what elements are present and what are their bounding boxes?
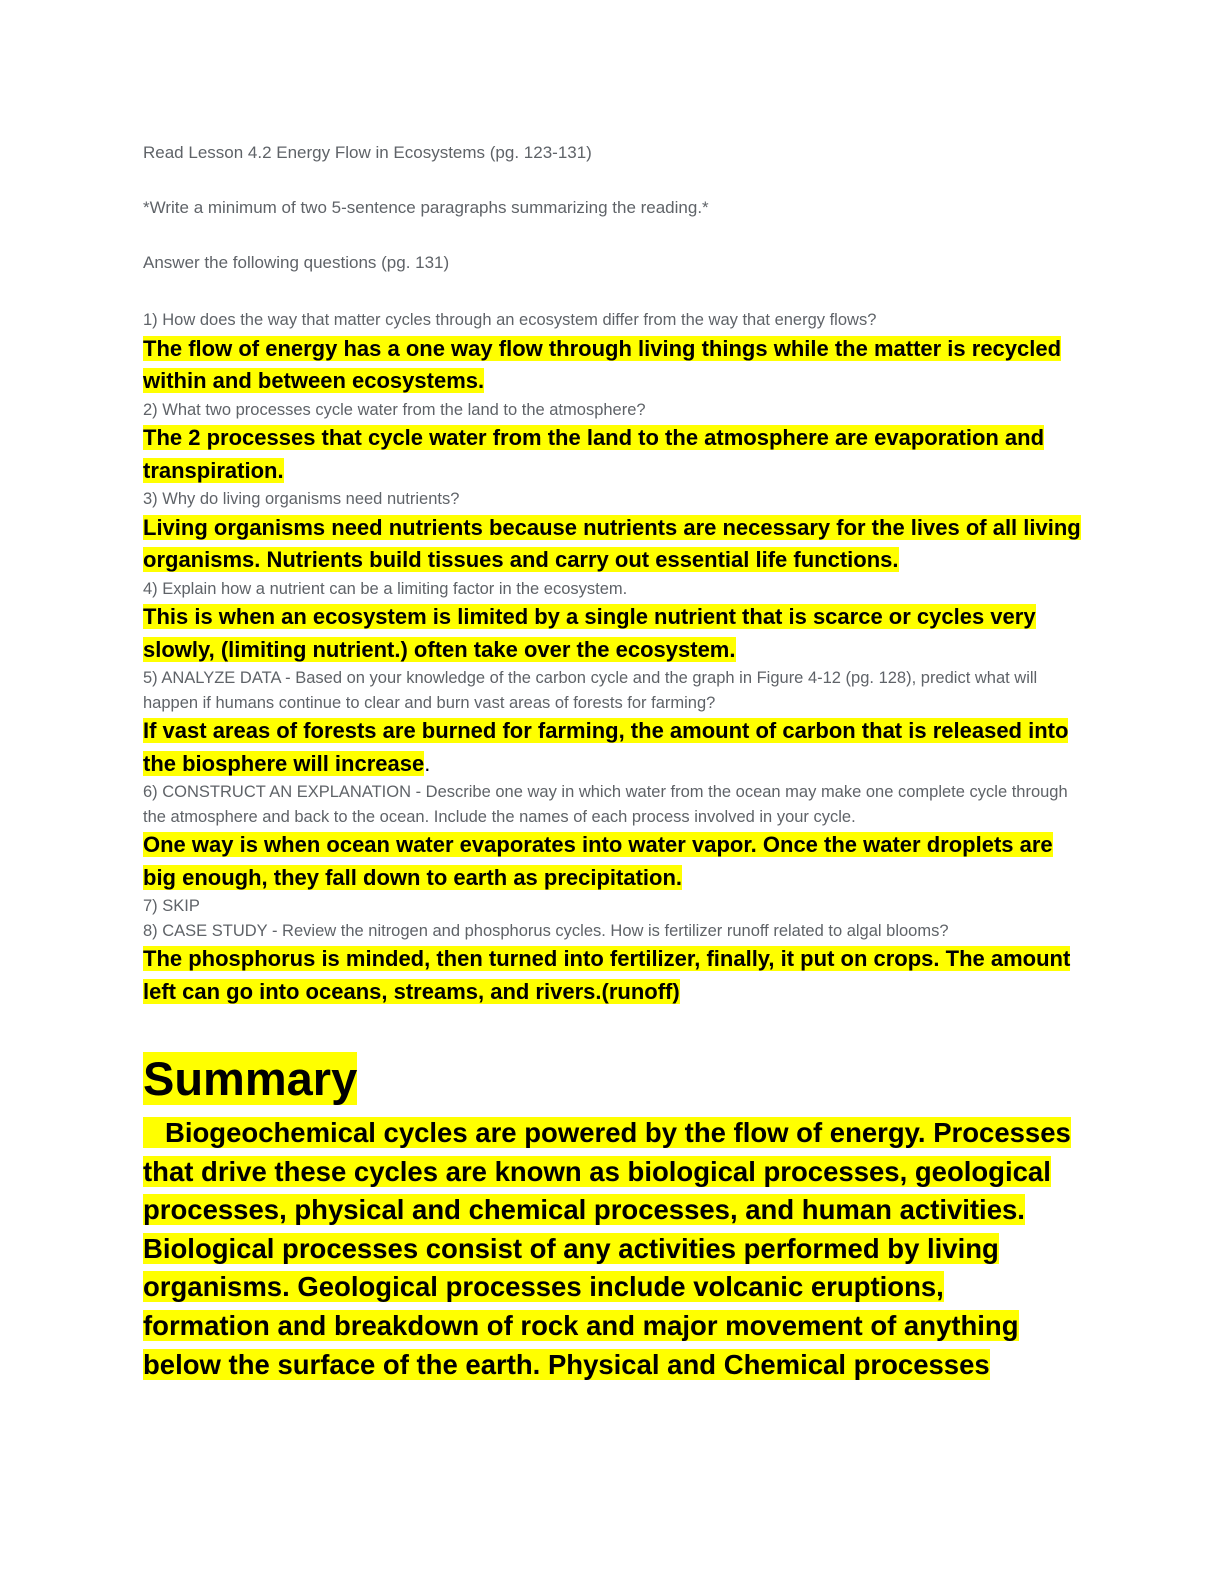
answer-2-text: The 2 processes that cycle water from the land to the atmosphere are evaporation and transpiration. (143, 425, 1045, 483)
summary-paragraph-text (143, 1117, 1071, 1380)
answer-3-text: Living organisms need nutrients because nutrients are necessary for the lives of all living organisms. Nutrients build tissues and carry out essential life functions. (143, 514, 1081, 572)
question-6: 6) CONSTRUCT AN EXPLANATION - Describe one way in which water from the ocean may make one complete cycle through the atmosphere and back to the ocean. Include the names of each process involved in your cycle. (143, 783, 1068, 826)
question-8: 8) CASE STUDY - Review the nitrogen and phosphorus cycles. How is fertilizer runoff related to algal blooms? (143, 921, 949, 940)
question-5: 5) ANALYZE DATA - Based on your knowledge of the carbon cycle and the graph in Figure 4-12 (pg. 128), predict what will happen if humans continue to clear and burn vast areas of forests for farming? (143, 669, 1038, 712)
answer-6 (143, 829, 1083, 894)
question-7: 7) SKIP (143, 897, 200, 915)
answer-4 (143, 601, 1083, 666)
question-3: 3) Why do living organisms need nutrients? (143, 490, 460, 508)
summary-body: Biogeochemical cycles are powered by the flow of energy. Processes that drive these cycles are known as biological processes, geological processes, physical and chemical processes, and human activities. Biological processes consist of any activities performed by living organisms. Geological processes include volcanic eruptions, formation and breakdown of rock and major movement of anything below the surface of the earth. Physical and Chemical processes (143, 1117, 1071, 1380)
summary-paragraph (143, 1114, 1078, 1384)
answer-8 (143, 943, 1083, 1008)
answer-5-period: . (424, 750, 431, 776)
answer-8-text: The phosphorus is minded, then turned into fertilizer, finally, it put on crops. The amount left can go into oceans, streams, and rivers.(runoff) (143, 946, 1071, 1004)
question-answer-list (143, 308, 1083, 1008)
answer-1-text: The flow of energy has a one way flow through living things while the matter is recycled within and between ecosystems. (143, 335, 1062, 393)
answer-6-text: One way is when ocean water evaporates into water vapor. Once the water droplets are big enough, they fall down to earth as precipitation. (143, 832, 1053, 890)
writing-instruction: *Write a minimum of two 5-sentence paragraphs summarizing the reading.* (143, 198, 709, 217)
answer-5-text: If vast areas of forests are burned for farming, the amount of carbon that is released into the biosphere will increase (143, 718, 1069, 776)
question-1: 1) How does the way that matter cycles through an ecosystem differ from the way that energy flows? (143, 311, 877, 329)
answer-3 (143, 512, 1083, 577)
summary-heading-text: Summary (143, 1052, 358, 1105)
reading-instruction: Read Lesson 4.2 Energy Flow in Ecosystems (pg. 123-131) (143, 143, 592, 162)
summary-heading (143, 1049, 357, 1109)
questions-instruction: Answer the following questions (pg. 131) (143, 253, 450, 272)
answer-5 (143, 715, 1083, 780)
answer-1 (143, 333, 1083, 398)
answer-2 (143, 422, 1083, 487)
answer-4-text: This is when an ecosystem is limited by a single nutrient that is scarce or cycles very slowly, (limiting nutrient.) often take over the ecosystem. (143, 604, 1036, 662)
question-4: 4) Explain how a nutrient can be a limiting factor in the ecosystem. (143, 579, 628, 598)
question-2: 2) What two processes cycle water from the land to the atmosphere? (143, 400, 646, 419)
